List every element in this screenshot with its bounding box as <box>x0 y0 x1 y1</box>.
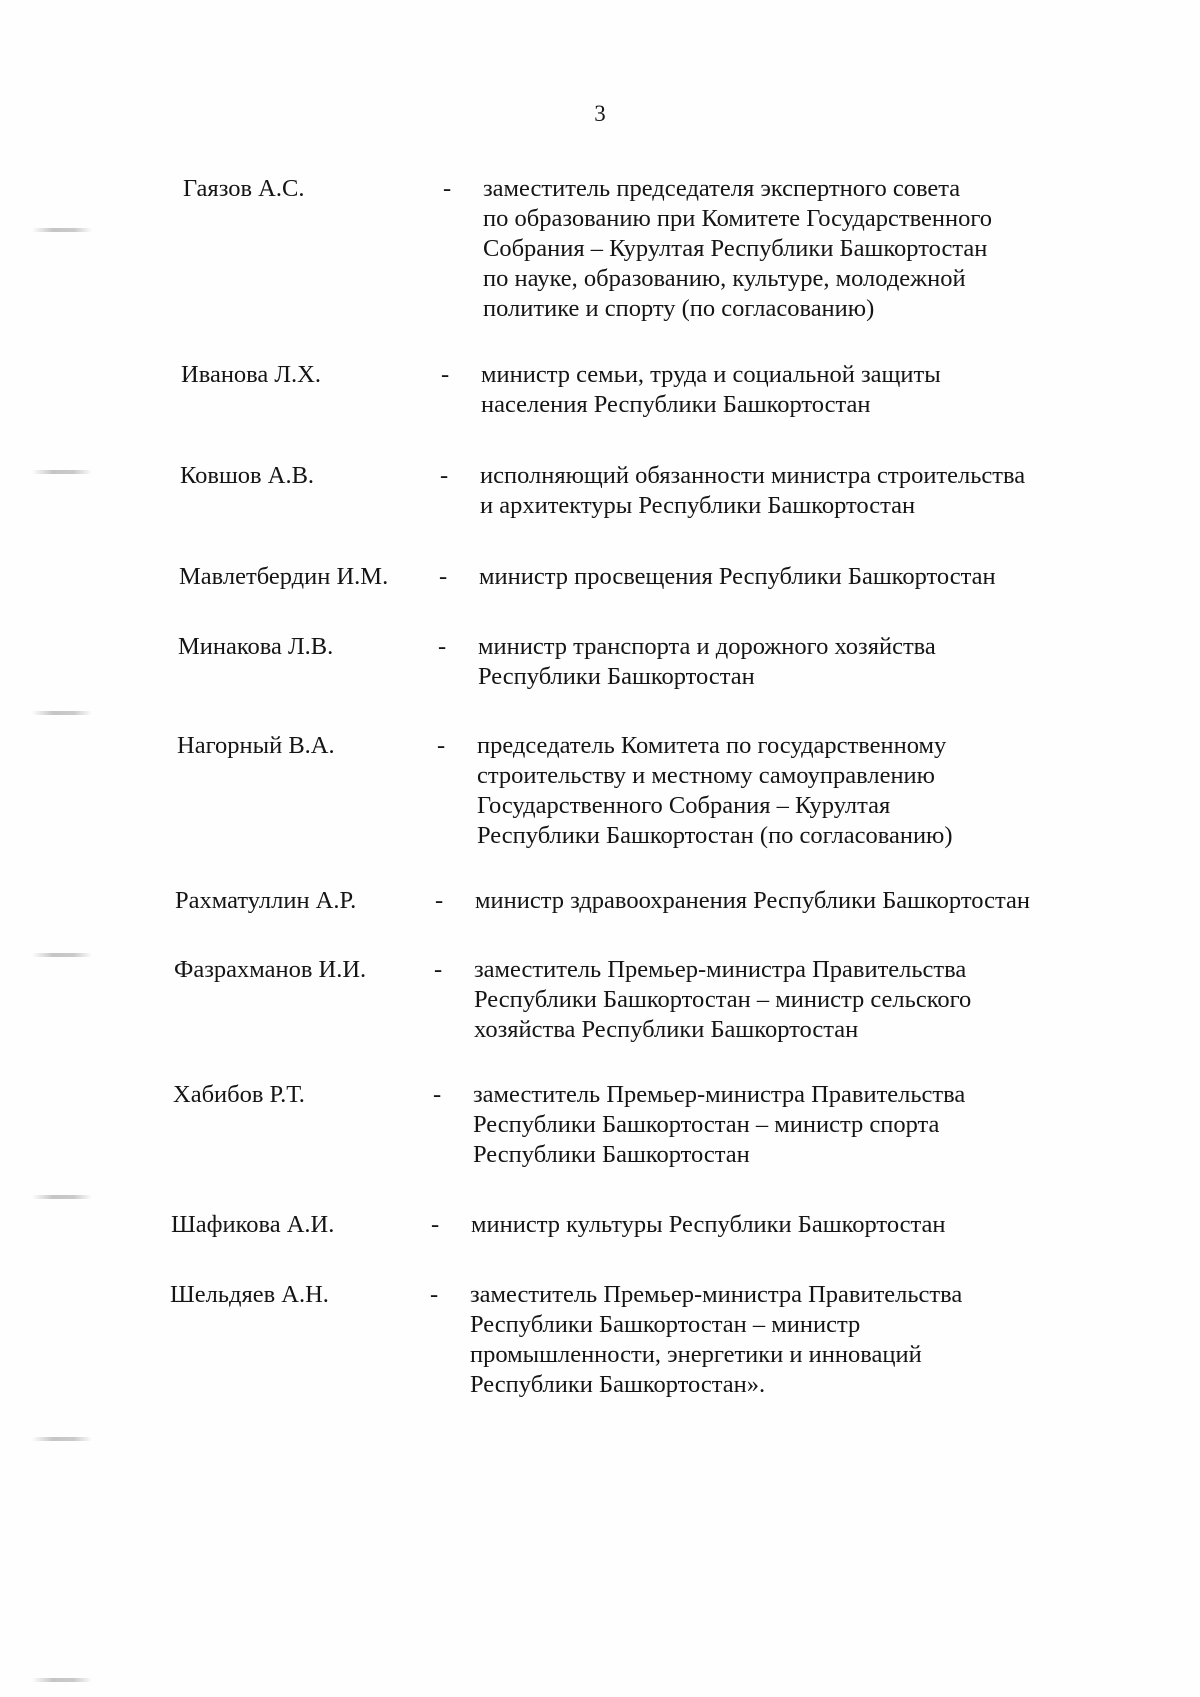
member-dash: - <box>441 361 450 388</box>
position-line: Республики Башкортостан – министр спорта <box>473 1111 940 1138</box>
member-name: Минакова Л.В. <box>178 633 334 660</box>
position-line: и архитектуры Республики Башкортостан <box>480 492 916 519</box>
member-name: Шельдяев А.Н. <box>170 1281 329 1308</box>
position-line: Государственного Собрания – Курултая <box>477 792 891 819</box>
position-line: министр здравоохранения Республики Башкортостан <box>475 887 1030 914</box>
member-dash: - <box>443 175 452 202</box>
position-line: хозяйства Республики Башкортостан <box>474 1016 859 1043</box>
member-name: Мавлетбердин И.М. <box>179 563 389 590</box>
member-dash: - <box>440 462 449 489</box>
position-line: Республики Башкортостан – министр сельского <box>474 986 972 1013</box>
member-name: Хабибов Р.Т. <box>173 1081 305 1108</box>
member-name: Гаязов А.С. <box>183 175 305 202</box>
scan-mark <box>32 953 92 957</box>
member-dash: - <box>433 1081 442 1108</box>
position-line: Республики Башкортостан <box>478 663 755 690</box>
scan-mark <box>32 1678 92 1682</box>
member-name: Фазрахманов И.И. <box>174 956 367 983</box>
position-line: заместитель председателя экспертного совета <box>483 175 961 202</box>
member-dash: - <box>438 633 447 660</box>
member-position <box>474 955 1114 1045</box>
member-name: Нагорный В.А. <box>177 732 335 759</box>
scan-mark <box>32 1437 92 1441</box>
member-position <box>481 360 1121 420</box>
position-line: Республики Башкортостан – министр <box>470 1311 861 1338</box>
member-dash: - <box>431 1211 440 1238</box>
position-line: по науке, образованию, культуре, молодежной <box>483 265 966 292</box>
member-position <box>477 731 1117 851</box>
position-line: исполняющий обязанности министра строительства <box>480 462 1026 489</box>
position-line: министр транспорта и дорожного хозяйства <box>478 633 936 660</box>
scan-mark <box>32 1195 92 1199</box>
position-line: министр культуры Республики Башкортостан <box>471 1211 946 1238</box>
position-line: Республики Башкортостан». <box>470 1371 766 1398</box>
position-line: строительству и местному самоуправлению <box>477 762 935 789</box>
member-name: Шафикова А.И. <box>171 1211 335 1238</box>
member-name: Ковшов А.В. <box>180 462 315 489</box>
member-dash: - <box>434 956 443 983</box>
scan-mark <box>32 228 92 232</box>
member-position <box>470 1280 1110 1400</box>
member-entry-sheldyaev <box>170 1280 1170 1440</box>
position-line: Республики Башкортостан <box>473 1141 750 1168</box>
position-line: председатель Комитета по государственному <box>477 732 947 759</box>
member-name: Иванова Л.Х. <box>181 361 321 388</box>
scan-mark <box>32 470 92 474</box>
position-line: заместитель Премьер-министра Правительства <box>473 1081 966 1108</box>
position-line: министр просвещения Республики Башкортостан <box>479 563 996 590</box>
member-position <box>478 632 1118 692</box>
member-position <box>480 461 1120 521</box>
member-position <box>475 886 1115 916</box>
position-line: министр семьи, труда и социальной защиты <box>481 361 941 388</box>
member-position <box>471 1210 1111 1240</box>
member-position <box>473 1080 1113 1170</box>
member-dash: - <box>430 1281 439 1308</box>
scan-mark <box>32 711 92 715</box>
position-line: заместитель Премьер-министра Правительства <box>474 956 967 983</box>
position-line: заместитель Премьер-министра Правительства <box>470 1281 963 1308</box>
member-dash: - <box>439 563 448 590</box>
position-line: по образованию при Комитете Государственного <box>483 205 993 232</box>
position-line: Республики Башкортостан (по согласованию) <box>477 822 953 849</box>
member-name: Рахматуллин А.Р. <box>175 887 357 914</box>
member-entry-nagorny <box>177 731 1177 891</box>
position-line: Собрания – Курултая Республики Башкортостан <box>483 235 988 262</box>
member-dash: - <box>437 732 446 759</box>
member-entry-gayazov <box>183 174 1183 334</box>
position-line: промышленности, энергетики и инноваций <box>470 1341 922 1368</box>
member-dash: - <box>435 887 444 914</box>
page-number: 3 <box>594 101 606 126</box>
position-line: населения Республики Башкортостан <box>481 391 871 418</box>
position-line: политике и спорту (по согласованию) <box>483 295 875 322</box>
member-position <box>479 562 1119 592</box>
member-position <box>483 174 1123 324</box>
